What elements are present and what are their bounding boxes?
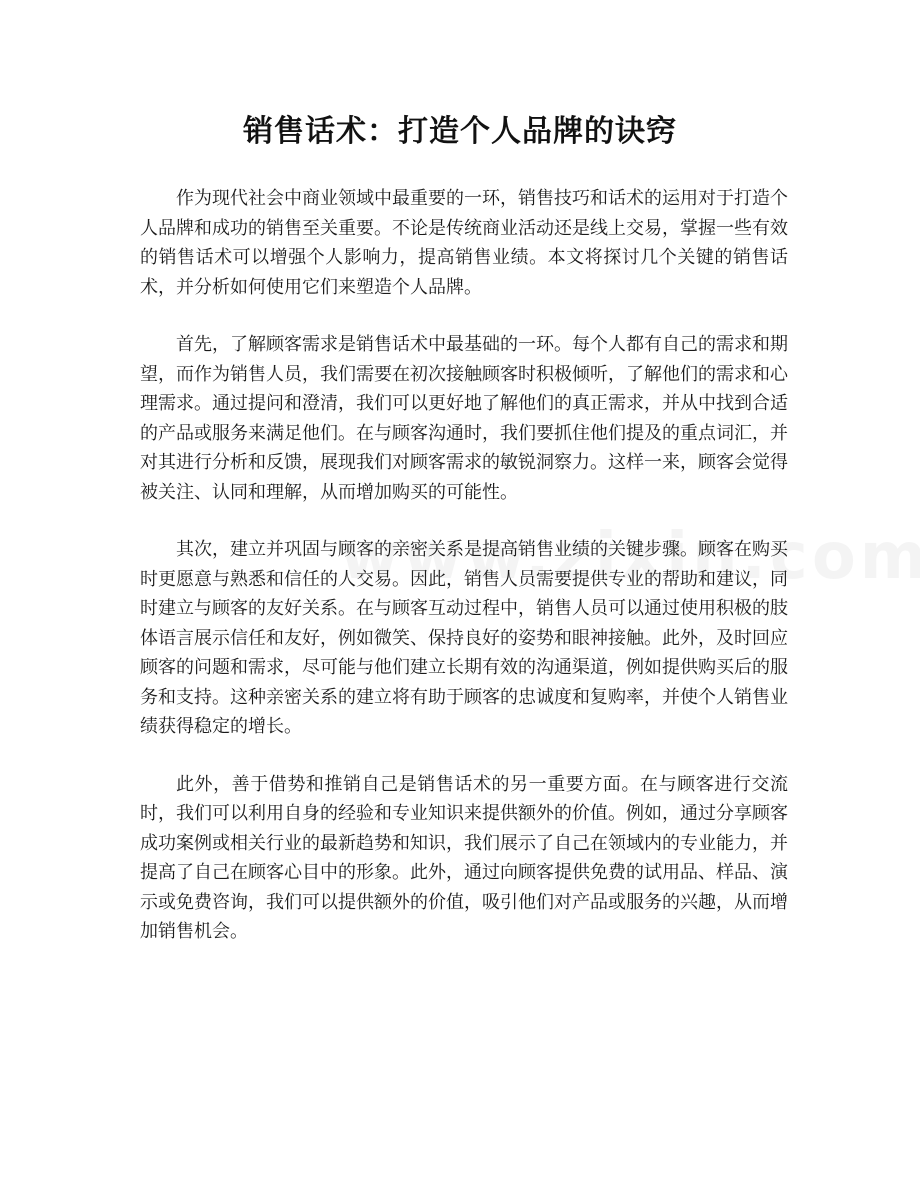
paragraph-customer-needs: 首先，了解顾客需求是销售话术中最基础的一环。每个人都有自己的需求和期望，而作为销售人员，我们需要在初次接触顾客时积极倾听，了解他们的需求和心理需求。通过提问和澄清，我们可以更好地了解他们的真正需求，并从中找到合适的产品或服务来满足他们。在与顾客沟通时，我们要抓住他们提及的重点词汇，并对其进行分析和反馈，展现我们对顾客需求的敏锐洞察力。这样一来，顾客会觉得被关注、认同和理解，从而增加购买的可能性。: [140, 334, 788, 503]
paragraph-relationship: 其次，建立并巩固与顾客的亲密关系是提高销售业绩的关键步骤。顾客在购买时更愿意与熟悉和信任的人交易。因此，销售人员需要提供专业的帮助和建议，同时建立与顾客的友好关系。在与顾客互动过程中，销售人员可以通过使用积极的肢体语言展示信任和友好，例如微笑、保持良好的姿势和眼神接触。此外，及时回应顾客的问题和需求，尽可能与他们建立长期有效的沟通渠道，例如提供购买后的服务和支持。这种亲密关系的建立将有助于顾客的忠诚度和复购率，并使个人销售业绩获得稳定的增长。: [140, 539, 788, 737]
document-body: [140, 184, 788, 975]
document-title: 销售话术：打造个人品牌的诀窍: [243, 114, 677, 149]
paragraph-self-promotion: 此外，善于借势和推销自己是销售话术的另一重要方面。在与顾客进行交流时，我们可以利用自身的经验和专业知识来提供额外的价值。例如，通过分享顾客成功案例或相关行业的最新趋势和知识，我们展示了自己在领域内的专业能力，并提高了自己在顾客心目中的形象。此外，通过向顾客提供免费的试用品、样品、演示或免费咨询，我们可以提供额外的价值，吸引他们对产品或服务的兴趣，从而增加销售机会。: [140, 773, 788, 942]
paragraph-intro: 作为现代社会中商业领域中最重要的一环，销售技巧和话术的运用对于打造个人品牌和成功的销售至关重要。不论是传统商业活动还是线上交易，掌握一些有效的销售话术可以增强个人影响力，提高销售业绩。本文将探讨几个关键的销售话术，并分析如何使用它们来塑造个人品牌。: [140, 188, 788, 298]
